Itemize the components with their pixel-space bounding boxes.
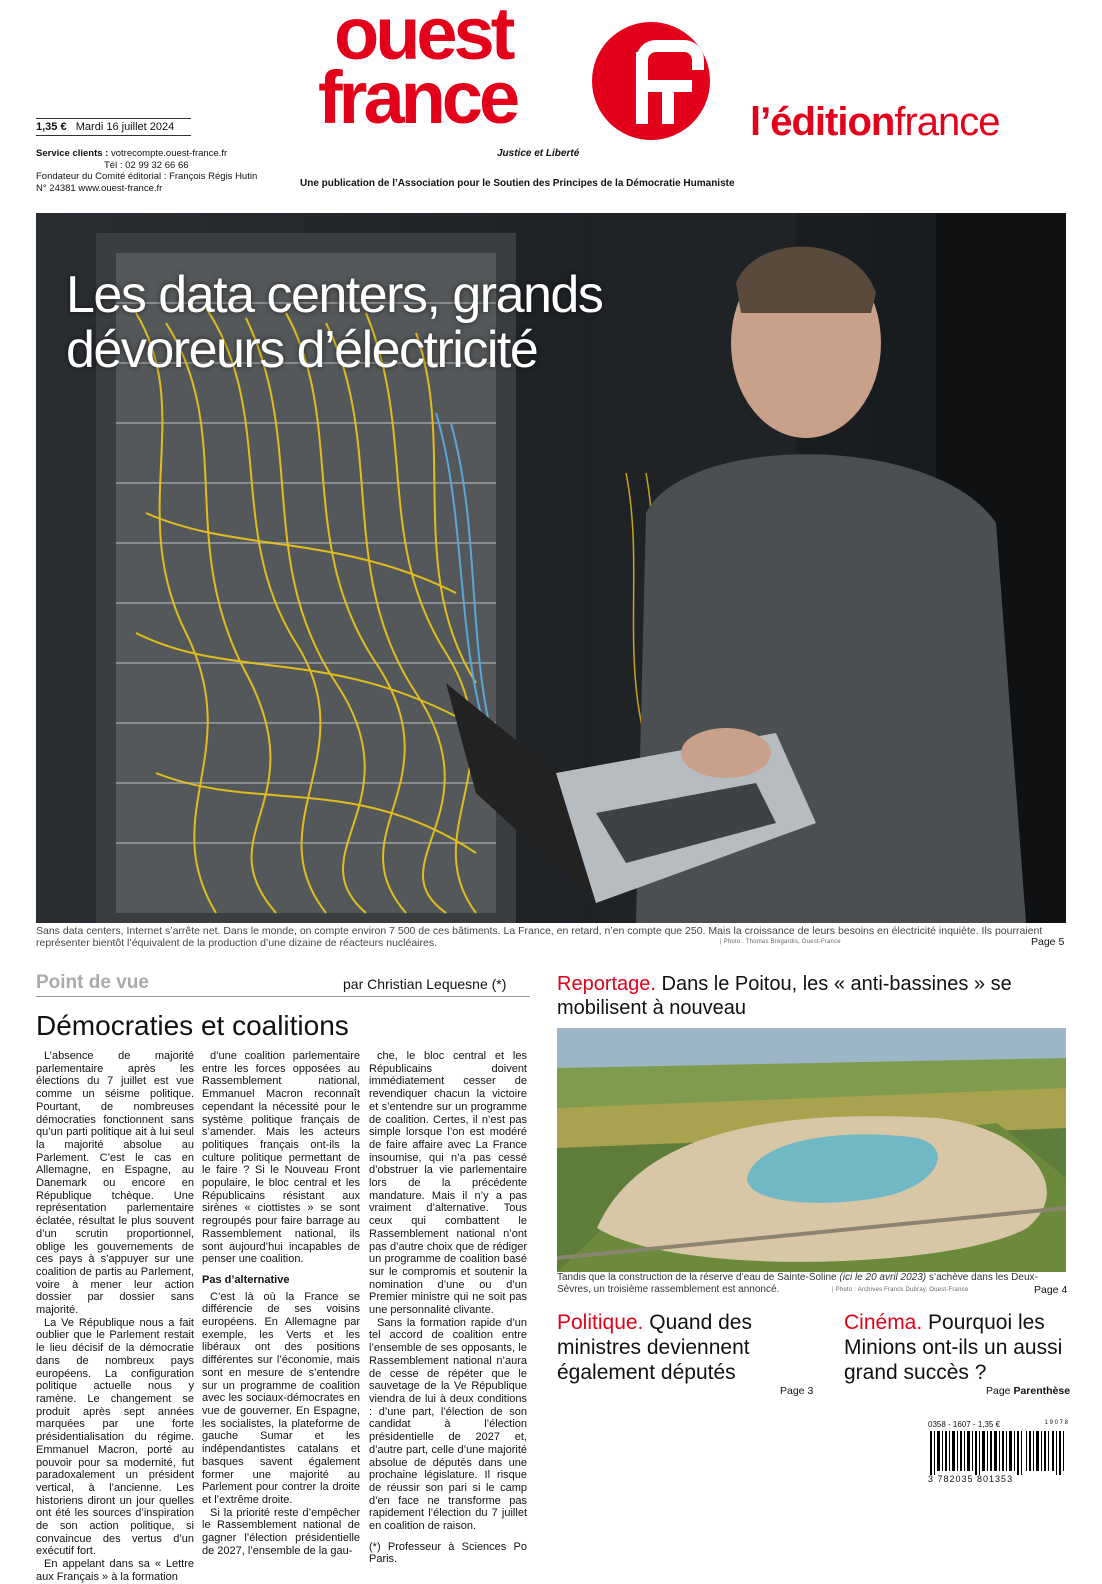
- opinion-rubric: Point de vue: [36, 972, 149, 993]
- service-label: Service clients :: [36, 148, 109, 159]
- hero-page-ref[interactable]: Page 5: [1031, 936, 1065, 948]
- opinion-title: Démocraties et coalitions: [36, 1010, 349, 1041]
- cinema-title: Pourquoi les Minions ont-ils un aussi grand succès ?: [844, 1311, 1063, 1384]
- paragraph: Sans la formation rapide d’un tel accord de coalition entre l’ensemble de ses opposants, le Rassemblement national n’aura de cesse de répéter que le sauvetage de la Ve République viendra de lui à deux conditions : d’une part, l’élection de son candidat à l’élection présidentielle de 2027 et, d’autre part, celle d’une majorité absolue de députés dans une prochaine législature. Il risque de réussir son pari si le camp d’en face ne transforme pas rapidement l’élection du 7 juillet en coalition de raison.: [369, 1316, 527, 1533]
- opinion-column-1: [36, 1050, 194, 1584]
- paragraph: En appelant dans sa « Lettre aux Français » à la formation: [36, 1558, 194, 1583]
- opinion-rule: [36, 996, 530, 997]
- cinema-page-name: Parenthèse: [1013, 1385, 1071, 1397]
- reportage-caption-a: Tandis que la construction de la réserve d’eau de Sainte-Soline: [557, 1272, 840, 1283]
- reportage-caption-b: s’achève dans les Deux-Sèvres, un troisième rassemblement est annoncé.: [557, 1272, 1038, 1295]
- politique-kicker: Politique.: [557, 1311, 644, 1334]
- opinion-column-2: [202, 1050, 360, 1557]
- paragraph: che, le bloc central et les Républicains doivent immédiatement cesser de revendiquer chacun la victoire et s’entendre sur un programme de coalition. Certes, il n’est pas simple lorsque l’on est modéré de faire affaire avec La France insoumise, qui n’a pas cessé d’obstruer la vie parlementaire lors de la précédente mandature. Mais il n’y a pas vraiment d’alternative. Tous ceux qui combattent le Rassemblement national n’ont pas d’autre choix que de rédiger un programme de coalition basé sur le compromis et soutenir la nomination d’une ou d’un Premier ministre qui ne soit pas une personnalité clivante.: [369, 1050, 527, 1317]
- cinema-page-label: Page: [986, 1385, 1011, 1397]
- barcode-bars-icon: [928, 1429, 1068, 1477]
- opinion-column-3: [369, 1050, 527, 1566]
- footnote: (*) Professeur à Sciences Po Paris.: [369, 1540, 527, 1566]
- edition-light: france: [894, 100, 1000, 144]
- hero-headline: [66, 268, 602, 378]
- publication-line: Une publication de l’Association pour le Soutien des Principes de la Démocratie Humaniste: [300, 178, 735, 189]
- service-site: votrecompte.ouest-france.fr: [111, 148, 228, 159]
- hero-caption: Sans data centers, Internet s’arrête net. Dans le monde, on compte environ 7 500 de ces bâtiments. La France, en retard, n’en compte que 250. Mais la croissance de leurs besoins en électricité inquiète. Ils pourraient représenter bientôt l’équivalent de la production d’une dizaine de réacteurs nucléaires.: [36, 925, 1043, 949]
- logo-line-ouest: ouest: [334, 0, 512, 75]
- politique-title: Quand des ministres deviennent également députés: [557, 1311, 752, 1384]
- paragraph: L’absence de majorité parlementaire après les élections du 7 juillet est vue comme un séisme politique. Pourtant, de nombreuses démocraties fonctionnent sans qu’un parti politique ait à lui seul la majorité absolue au Parlement. C’est le cas en Allemagne, en Espagne, au Danemark ou encore en République tchèque. Une représentation parlementaire éclatée, résultat le plus souvent d’un scrutin proportionnel, oblige les gouvernements de ces pays à s’appuyer sur une coalition de partis au Parlement, voire à mener leur action dossier par dossier sans majorité.: [36, 1050, 194, 1317]
- edition-title: [750, 100, 1000, 145]
- logo-wordmark: [318, 0, 517, 139]
- logo-line-france: france: [318, 56, 517, 139]
- barcode-top: 0358 - 1607 - 1,35 €: [928, 1420, 1001, 1429]
- reportage-title: Dans le Poitou, les « anti-bassines » se mobilisent à nouveau: [557, 973, 1012, 1019]
- opinion-subhead: Pas d’alternative: [202, 1273, 290, 1286]
- reportage-headline[interactable]: [557, 972, 1057, 1020]
- price: 1,35 €: [36, 121, 67, 133]
- reportage-page-ref[interactable]: Page 4: [1034, 1284, 1068, 1296]
- barcode-number: 3 782035 801353: [928, 1474, 1014, 1484]
- service-tel: Tél : 02 99 32 66 66: [104, 159, 189, 171]
- reportage-kicker: Reportage.: [557, 973, 656, 995]
- logo-f-icon: [592, 22, 710, 140]
- reportage-credit: | Photo : Archives Franck Dubray, Ouest-France: [832, 1287, 969, 1293]
- reservoir-illustration: [557, 1028, 1066, 1272]
- issue-date: Mardi 16 juillet 2024: [75, 121, 175, 133]
- paragraph: Si la priorité reste d’empêcher le Rassemblement national de gagner l’élection présidentielle de 2027, l’ensemble de la gau-: [202, 1506, 360, 1557]
- barcode: [928, 1420, 1068, 1492]
- reportage-caption-date: (ici le 20 avril 2023): [839, 1272, 927, 1283]
- issue-number: N° 24381 www.ouest-france.fr: [36, 182, 163, 194]
- hero-headline-line1: Les data centers, grands: [66, 266, 603, 324]
- reportage-photo: [557, 1028, 1066, 1272]
- cinema-page-ref[interactable]: [986, 1385, 1070, 1397]
- price-date-bar: [36, 118, 191, 136]
- paragraph: La Ve République nous a fait oublier que le Parlement restait le lieu décisif de la démocratie dans de nombreux pays européens. La configuration politique actuelle nous y ramène. Le changement se produit après sept années marquées par une forte présidentialisation du régime. Emmanuel Macron, porté au pouvoir pour sa modernité, fut paradoxalement un président vertical, à l’ancienne. Les historiens diront un jour quelles ont été les sources d’inspiration de son action politique, si convaincue des vertus d’un exécutif fort.: [36, 1316, 194, 1558]
- politique-page-ref[interactable]: Page 3: [780, 1385, 814, 1397]
- opinion-byline: par Christian Lequesne (*): [343, 976, 507, 992]
- motto: Justice et Liberté: [497, 148, 580, 159]
- founder: Fondateur du Comité éditorial : François Régis Hutin: [36, 171, 258, 182]
- cinema-teaser[interactable]: [844, 1310, 1069, 1385]
- edition-bold: l’édition: [750, 100, 895, 144]
- politique-teaser[interactable]: [557, 1310, 827, 1385]
- reportage-caption: [557, 1272, 1066, 1296]
- hero-photo-credit: | Photo : Thomas Brégardis, Ouest-France: [720, 939, 841, 945]
- paragraph: C’est là où la France se différencie de ses voisins européens. En Allemagne par exemple, les Verts et les libéraux ont des positions différentes sur l’économie, mais sont en mesure de s’entendre sur un programme de coalition avec les sociaux-démocrates en vue de gouverner. En Espagne, les socialistes, la plateforme de gauche Sumar et les indépendantistes catalans et basques savent également former une majorité au Parlement pour contrer la droite et l’extrême droite.: [202, 1290, 360, 1506]
- paragraph: d’une coalition parlementaire entre les forces opposées au Rassemblement national, Emmanuel Macron reconnaît cependant la nécessité pour le système politique français de s’amender. Mais les acteurs politiques français ont-ils la culture politique permettant de le faire ? Si le Nouveau Front populaire, le bloc central et les Républicains résistant aux sirènes « ciottistes » se sont regroupés pour faire barrage au Rassemblement national, ils sont aujourd’hui incapables de penser une coalition.: [202, 1050, 360, 1266]
- cinema-kicker: Cinéma.: [844, 1311, 923, 1334]
- barcode-issue: 1 9 0 7 8: [1044, 1420, 1068, 1426]
- hero-headline-line2: dévoreurs d’électricité: [66, 321, 538, 379]
- publisher-info: [36, 148, 296, 194]
